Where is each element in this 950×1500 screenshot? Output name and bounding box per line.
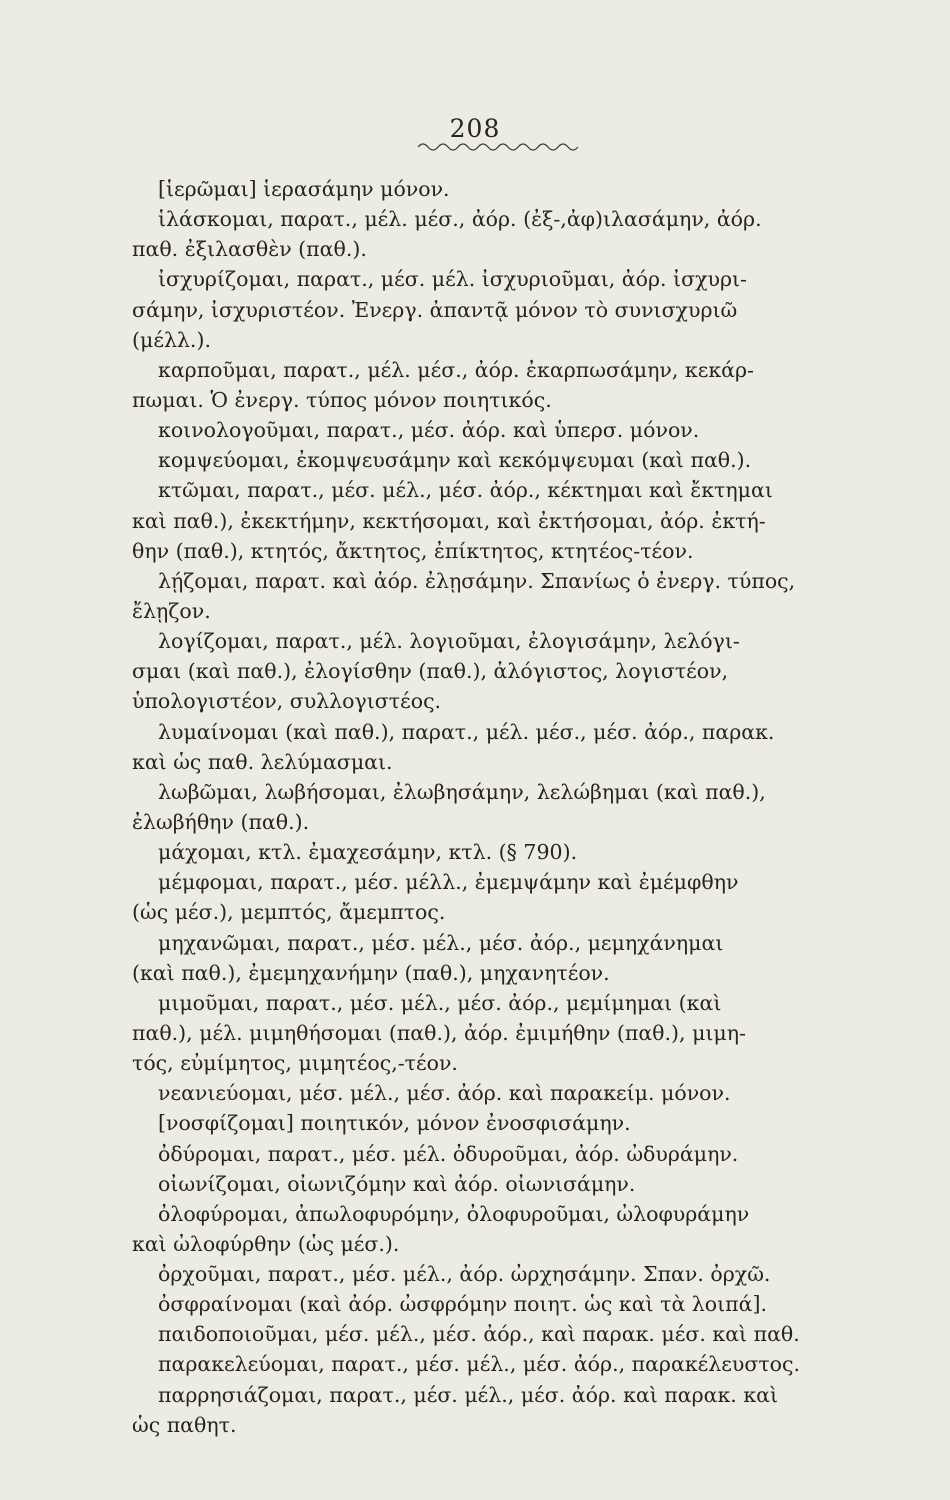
text-line: ἱλάσκομαι, παρατ., μέλ. μέσ., ἀόρ. (ἐξ-,ἀφ)ιλασάμην, ἀόρ.: [158, 207, 762, 232]
text-line: νεανιεύομαι, μέσ. μέλ., μέσ. ἀόρ. καὶ παρακείμ. μόνον.: [158, 1081, 731, 1106]
text-line: κομψεύομαι, ἐκομψευσάμην καὶ κεκόμψευμαι (καὶ παθ.).: [158, 448, 752, 473]
text-line: παρρησιάζομαι, παρατ., μέσ. μέλ., μέσ. ἀόρ. καὶ παρακ. καὶ: [158, 1382, 779, 1407]
text-line: (καὶ παθ.), ἐμεμηχανήμην (παθ.), μηχανητέον.: [132, 960, 610, 985]
text-line: ὑπολογιστέον, συλλογιστέος.: [132, 689, 442, 714]
text-line: ἔλῃζον.: [132, 598, 211, 623]
text-line: θην (παθ.), κτητός, ἄκτητος, ἐπίκτητος, κτητέος-τέον.: [132, 538, 694, 563]
text-line: ἐλωβήθην (παθ.).: [132, 809, 310, 834]
text-line: παθ. ἐξιλασθὲν (παθ.).: [132, 237, 367, 262]
text-line: [ἱερῶμαι] ἱερασάμην μόνον.: [158, 177, 450, 201]
text-line: λῄζομαι, παρατ. καὶ ἀόρ. ἐλῃσάμην. Σπανίως ὁ ἐνεργ. τύπος,: [158, 568, 796, 593]
text-line: παρακελεύομαι, παρατ., μέσ. μέλ., μέσ. ἀόρ., παρακέλευστος.: [158, 1352, 801, 1377]
text-line: λωβῶμαι, λωβήσομαι, ἐλωβησάμην, λελώβημαι (καὶ παθ.),: [158, 779, 766, 804]
text-line: λυμαίνομαι (καὶ παθ.), παρατ., μέλ. μέσ., μέσ. ἀόρ., παρακ.: [158, 719, 775, 744]
dictionary-text: [132, 174, 862, 1440]
text-line: μιμοῦμαι, παρατ., μέσ. μέλ., μέσ. ἀόρ., μεμίμημαι (καὶ: [158, 990, 722, 1015]
text-line: ὀρχοῦμαι, παρατ., μέσ. μέλ., ἀόρ. ὠρχησάμην. Σπαν. ὀρχῶ.: [158, 1262, 771, 1287]
page-number: 208: [449, 114, 501, 143]
text-line: πωμαι. Ὁ ἐνεργ. τύπος μόνον ποιητικός.: [132, 387, 552, 412]
text-line: κοινολογοῦμαι, παρατ., μέσ. ἀόρ. καὶ ὑπερσ. μόνον.: [158, 418, 700, 443]
text-line: [νοσφίζομαι] ποιητικόν, μόνον ἐνοσφισάμην.: [158, 1111, 631, 1136]
text-line: σμαι (καὶ παθ.), ἐλογίσθην (παθ.), ἀλόγιστος, λογιστέον,: [132, 659, 729, 684]
text-line: καρποῦμαι, παρατ., μέλ. μέσ., ἀόρ. ἐκαρπωσάμην, κεκάρ-: [158, 357, 754, 382]
text-line: μηχανῶμαι, παρατ., μέσ. μέλ., μέσ. ἀόρ., μεμηχάνημαι: [158, 930, 724, 955]
text-line: οἰωνίζομαι, οἰωνιζόμην καὶ ἀόρ. οἰωνισάμην.: [158, 1171, 636, 1196]
text-line: κτῶμαι, παρατ., μέσ. μέλ., μέσ. ἀόρ., κέκτημαι καὶ ἔκτημαι: [158, 478, 773, 503]
text-line: (ὡς μέσ.), μεμπτός, ἄμεμπτος.: [132, 900, 446, 925]
text-line: καὶ ὠλοφύρθην (ὡς μέσ.).: [132, 1231, 400, 1256]
text-line: μέμφομαι, παρατ., μέσ. μέλλ., ἐμεμψάμην καὶ ἐμέμφθην: [158, 870, 739, 895]
text-line: καὶ ὡς παθ. λελύμασμαι.: [132, 749, 393, 774]
text-line: μάχομαι, κτλ. ἐμαχεσάμην, κτλ. (§ 790).: [158, 840, 578, 865]
text-line: ὀσφραίνομαι (καὶ ἀόρ. ὠσφρόμην ποιητ. ὡς καὶ τὰ λοιπά].: [158, 1292, 768, 1317]
text-line: ὀδύρομαι, παρατ., μέσ. μέλ. ὀδυροῦμαι, ἀόρ. ὠδυράμην.: [158, 1141, 739, 1166]
text-line: (μέλλ.).: [132, 327, 211, 352]
text-line: ὀλοφύρομαι, ἀπωλοφυρόμην, ὀλοφυροῦμαι, ὠλοφυράμην: [158, 1201, 750, 1226]
text-line: καὶ παθ.), ἐκεκτήμην, κεκτήσομαι, καὶ ἐκτήσομαι, ἀόρ. ἐκτή-: [132, 508, 766, 533]
text-line: σάμην, ἰσχυριστέον. Ἐνεργ. ἀπαντᾷ μόνον τὸ συνισχυριῶ: [132, 297, 738, 322]
text-line: ἰσχυρίζομαι, παρατ., μέσ. μέλ. ἰσχυριοῦμαι, ἀόρ. ἰσχυρι-: [158, 267, 747, 292]
text-line: λογίζομαι, παρατ., μέλ. λογιοῦμαι, ἐλογισάμην, λελόγι-: [158, 629, 740, 654]
wavy-rule-ornament: [418, 140, 578, 154]
text-line: παιδοποιοῦμαι, μέσ. μέλ., μέσ. ἀόρ., καὶ παρακ. μέσ. καὶ παθ.: [158, 1322, 800, 1347]
text-line: ὡς παθητ.: [132, 1412, 237, 1437]
text-line: τός, εὐμίμητος, μιμητέος,-τέον.: [132, 1051, 458, 1076]
text-line: παθ.), μέλ. μιμηθήσομαι (παθ.), ἀόρ. ἐμιμήθην (παθ.), μιμη-: [132, 1020, 746, 1045]
